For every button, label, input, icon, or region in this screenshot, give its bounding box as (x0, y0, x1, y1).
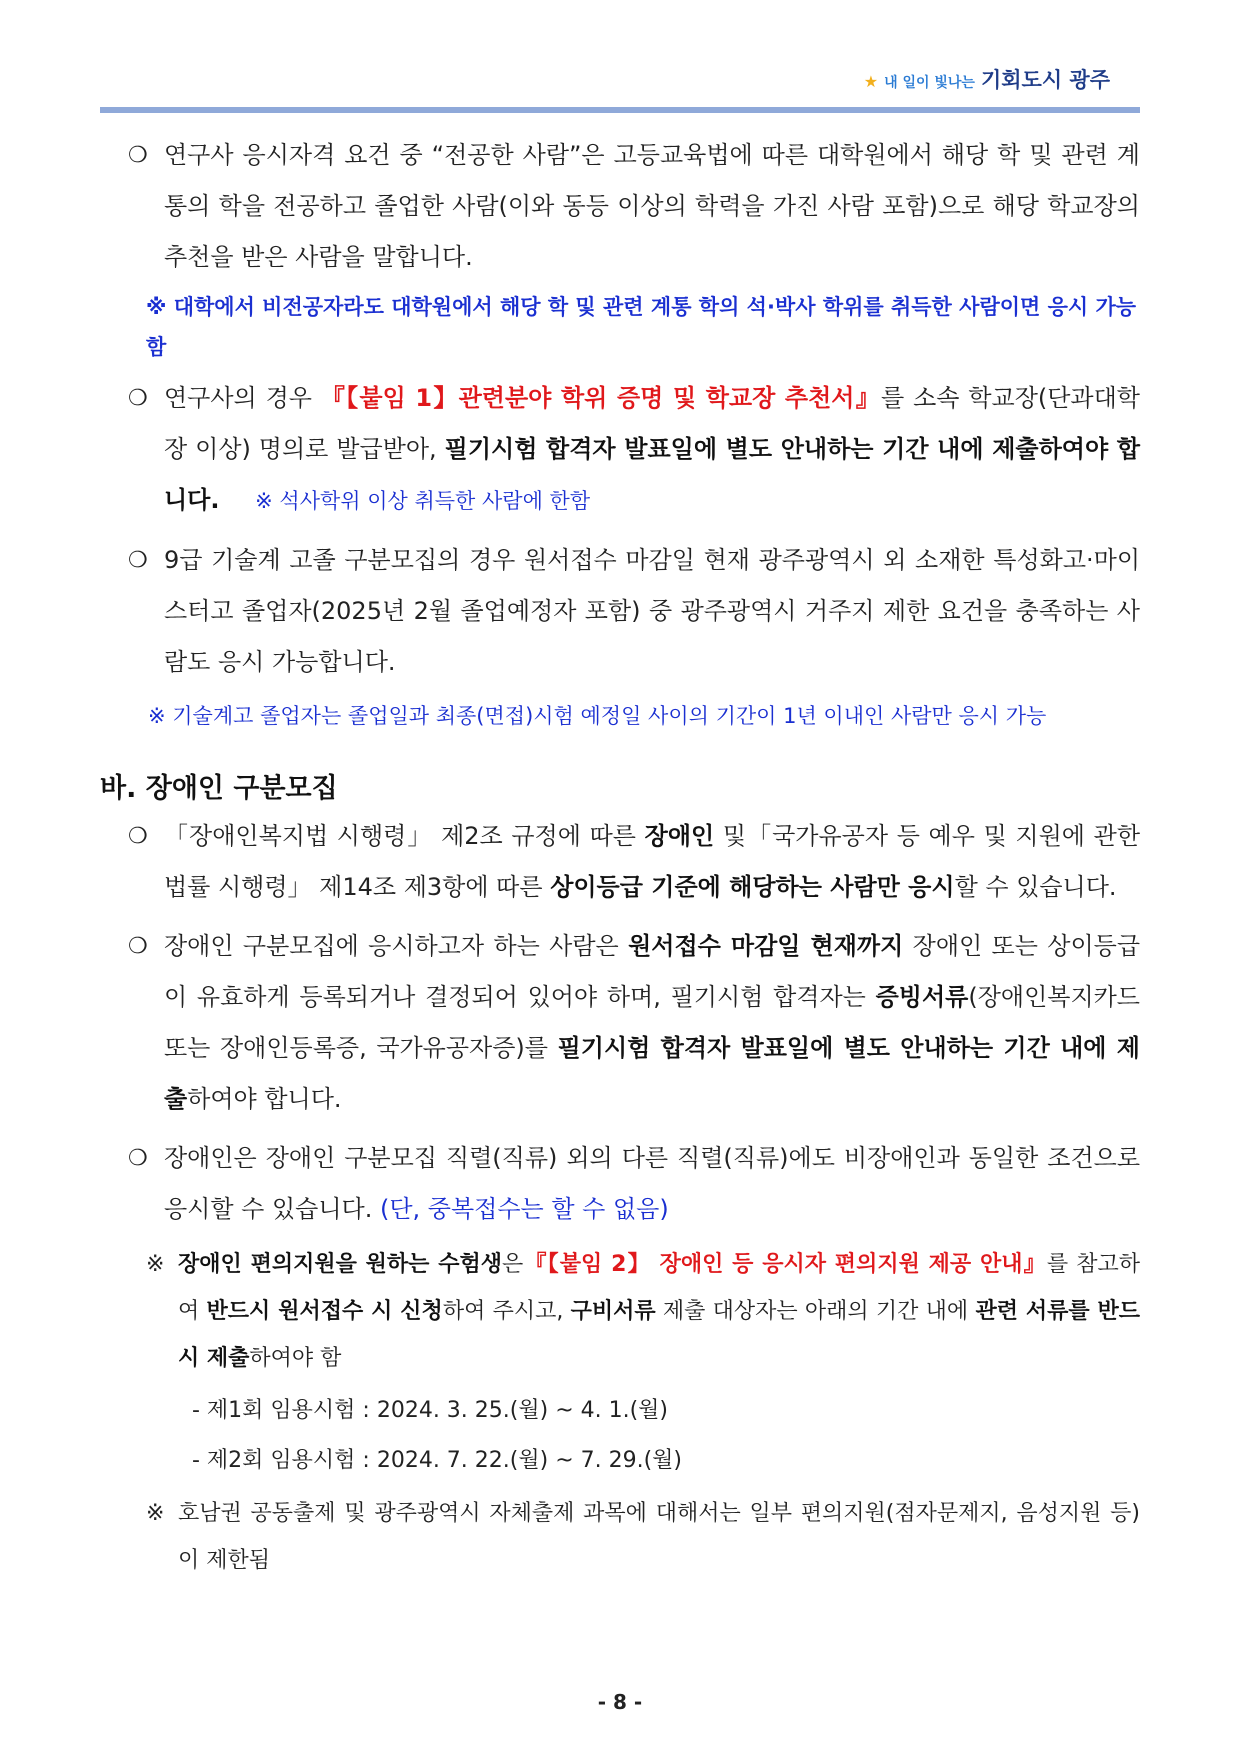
slogan-small: 내 일이 빛나는 (884, 75, 975, 91)
slogan-big: 기회도시 광주 (980, 68, 1110, 92)
section-title: 바. 장애인 구분모집 (100, 773, 338, 804)
p5-c: 장애인 또는 상이등급이 유효하게 등록되거나 결정되어 있어야 하며, 필기시험 합격자는 (164, 932, 1141, 1011)
n1-b1: 장애인 편의지원을 원하는 수험생 (178, 1252, 503, 1277)
note-mark-icon: ※ (146, 1252, 165, 1277)
n1-b3: 구비서류 (570, 1299, 656, 1324)
note-1-text: ※ 대학에서 비전공자라도 대학원에서 해당 학 및 관련 계통 학의 석·박사 학위를 취득한 사람이면 응시 가능함 (146, 295, 1137, 359)
schedule-line-1: - 제1회 임용시험 : 2024. 3. 25.(월) ~ 4. 1.(월) (192, 1398, 669, 1423)
p6-blue: (단, 중복접수는 할 수 없음) (380, 1195, 669, 1223)
paragraph-1-text: 연구사 응시자격 요건 중 “전공한 사람”은 고등교육법에 따른 대학원에서 해당 학 및 관련 계통의 학을 전공하고 졸업한 사람(이와 동등 이상의 학력을 가진 사람 포함)으로 해당 학교장의 추천을 받은 사람을 말합니다. (164, 141, 1140, 271)
p5-b2: 증빙서류 (875, 983, 969, 1011)
p6-a: 장애인은 장애인 구분모집 직렬(직류) 외의 다른 직렬(직류)에도 비장애인과 동일한 조건으로 응시할 수 있습니다. (164, 1144, 1140, 1223)
page-number: - 8 - (597, 1690, 643, 1714)
note-accommodation (100, 1241, 1140, 1382)
attachment-2-ref: 『【붙임 2】 장애인 등 응시자 편의지원 제공 안내』 (523, 1252, 1047, 1277)
paragraph-5 (100, 921, 1140, 1125)
p4-c: 및「국가유공자 등 예우 및 지원에 관한 법률 시행령」 제14조 제3항에 따른 (164, 822, 1141, 901)
n1-c: 를 참고하여 (178, 1252, 1140, 1324)
note-1 (100, 287, 1140, 367)
n1-f: 하여야 함 (249, 1346, 342, 1371)
p2-text-b: 를 소속 학교장(단과대학장 이상) 명의로 발급받아, (164, 384, 1140, 463)
bullet-icon: ❍ (128, 548, 148, 573)
n1-b2: 반드시 원서접수 시 신청 (206, 1299, 443, 1324)
paragraph-4 (100, 811, 1140, 913)
p5-b3: 필기시험 합격자 발표일에 별도 안내하는 기간 내에 제출 (164, 1034, 1140, 1113)
n1-b4: 관련 서류를 반드시 제출 (178, 1299, 1141, 1371)
n1-e: 제출 대상자는 아래의 기간 내에 (662, 1299, 969, 1324)
p4-b1: 장애인 (644, 822, 715, 850)
bullet-icon: ❍ (128, 386, 148, 411)
note-3-text: ※ 기술계고 졸업자는 졸업일과 최종(면접)시험 예정일 사이의 기간이 1년 이내인 사람만 응시 가능 (148, 704, 1047, 728)
note-mark-icon: ※ (146, 1501, 165, 1526)
p5-d: (장애인복지카드 또는 장애인등록증, 국가유공자증)를 (164, 983, 1140, 1062)
document-body (100, 130, 1140, 1584)
star-icon: ★ (863, 72, 879, 91)
bullet-icon: ❍ (128, 1146, 148, 1171)
bullet-icon: ❍ (128, 934, 148, 959)
p2-text-a: 연구사의 경우 (164, 384, 312, 412)
p4-b2: 상이등급 기준에 해당하는 사람만 응시 (550, 873, 955, 901)
p4-d: 할 수 있습니다. (954, 873, 1117, 901)
header-logo (864, 64, 1110, 94)
attachment-1-ref: 『【붙임 1】관련분야 학위 증명 및 학교장 추천서』 (320, 384, 881, 412)
paragraph-2 (100, 373, 1140, 527)
n2-text: 호남권 공동출제 및 광주광역시 자체출제 과목에 대해서는 일부 편의지원(점자문제지, 음성지원 등)이 제한됨 (178, 1501, 1140, 1573)
p5-b1: 원서접수 마감일 현재까지 (628, 932, 904, 960)
bullet-icon: ❍ (128, 824, 148, 849)
bullet-icon: ❍ (128, 143, 148, 168)
p5-e: 하여야 합니다. (187, 1085, 342, 1113)
schedule-line-2: - 제2회 임용시험 : 2024. 7. 22.(월) ~ 7. 29.(월) (192, 1448, 683, 1473)
p4-a: 「장애인복지법 시행령」 제2조 규정에 따른 (164, 822, 636, 850)
header-rule (100, 107, 1140, 113)
note-restriction (100, 1490, 1140, 1584)
paragraph-6 (100, 1133, 1140, 1235)
n1-d: 하여 주시고, (442, 1299, 564, 1324)
p2-note: ※ 석사학위 이상 취득한 사람에 한함 (255, 489, 591, 513)
p2-bold: 필기시험 합격자 발표일에 별도 안내하는 기간 내에 제출하여야 합니다. (164, 435, 1141, 514)
n1-a: 은 (502, 1252, 524, 1277)
paragraph-1 (100, 130, 1140, 283)
paragraph-3-text: 9급 기술계 고졸 구분모집의 경우 원서접수 마감일 현재 광주광역시 외 소재한 특성화고·마이스터고 졸업자(2025년 2월 졸업예정자 포함) 중 광주광역시 거주지 제한 요건을 충족하는 사람도 응시 가능합니다. (164, 546, 1140, 676)
paragraph-3 (100, 535, 1140, 688)
p5-a: 장애인 구분모집에 응시하고자 하는 사람은 (164, 932, 619, 960)
note-3 (100, 696, 1140, 736)
